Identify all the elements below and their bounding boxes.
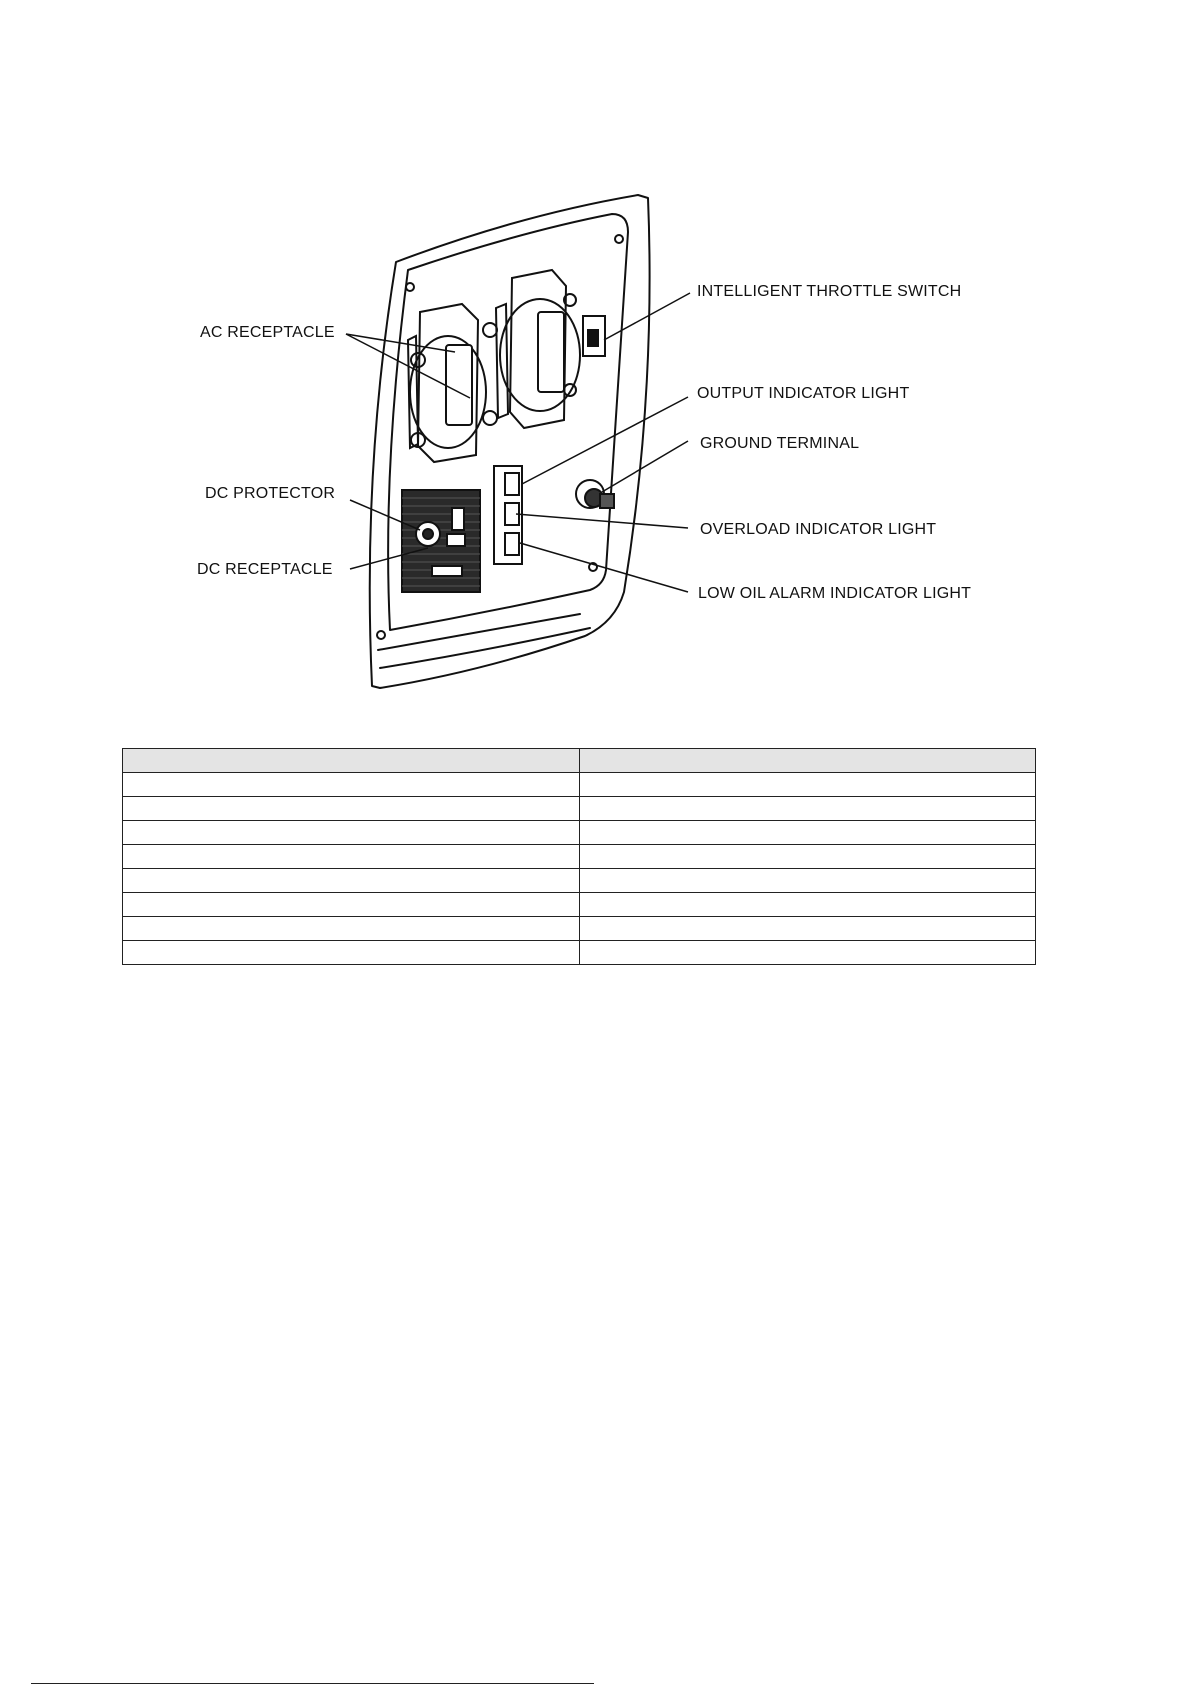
label-ac-receptacle: AC RECEPTACLE xyxy=(200,324,335,341)
table-cell xyxy=(579,869,1036,893)
table-header-cell xyxy=(123,749,580,773)
ground-terminal xyxy=(576,480,614,508)
table-row xyxy=(123,917,1036,941)
control-panel-diagram xyxy=(0,0,1191,720)
dc-panel xyxy=(402,490,480,592)
table-cell xyxy=(123,797,580,821)
table-row xyxy=(123,821,1036,845)
table-row xyxy=(123,893,1036,917)
ac-receptacle-right xyxy=(496,270,580,428)
table-cell xyxy=(579,773,1036,797)
table-row xyxy=(123,941,1036,965)
table-cell xyxy=(579,821,1036,845)
table-header-cell xyxy=(579,749,1036,773)
label-ground-terminal: GROUND TERMINAL xyxy=(700,435,860,452)
table-cell xyxy=(123,773,580,797)
table-header-row xyxy=(123,749,1036,773)
label-output-indicator-light: OUTPUT INDICATOR LIGHT xyxy=(697,385,910,402)
indicator-lights xyxy=(494,466,522,564)
table-row xyxy=(123,773,1036,797)
table-cell xyxy=(123,893,580,917)
ac-receptacle-left xyxy=(408,304,497,462)
spec-table xyxy=(122,748,1036,965)
label-dc-receptacle: DC RECEPTACLE xyxy=(197,561,333,578)
table-cell xyxy=(123,845,580,869)
table-cell xyxy=(123,821,580,845)
table-cell xyxy=(579,797,1036,821)
table-cell xyxy=(123,917,580,941)
table-cell xyxy=(123,869,580,893)
label-low-oil-alarm-indicator-light: LOW OIL ALARM INDICATOR LIGHT xyxy=(698,585,972,602)
label-intelligent-throttle-switch: INTELLIGENT THROTTLE SWITCH xyxy=(697,283,962,300)
table-row xyxy=(123,869,1036,893)
table-cell xyxy=(579,893,1036,917)
table-cell xyxy=(579,845,1036,869)
footer-rule xyxy=(31,1683,594,1684)
table-row xyxy=(123,845,1036,869)
table-cell xyxy=(123,941,580,965)
throttle-switch xyxy=(583,316,605,356)
table-cell xyxy=(579,917,1036,941)
label-overload-indicator-light: OVERLOAD INDICATOR LIGHT xyxy=(700,521,937,538)
table-row xyxy=(123,797,1036,821)
label-dc-protector: DC PROTECTOR xyxy=(205,485,336,502)
table-cell xyxy=(579,941,1036,965)
